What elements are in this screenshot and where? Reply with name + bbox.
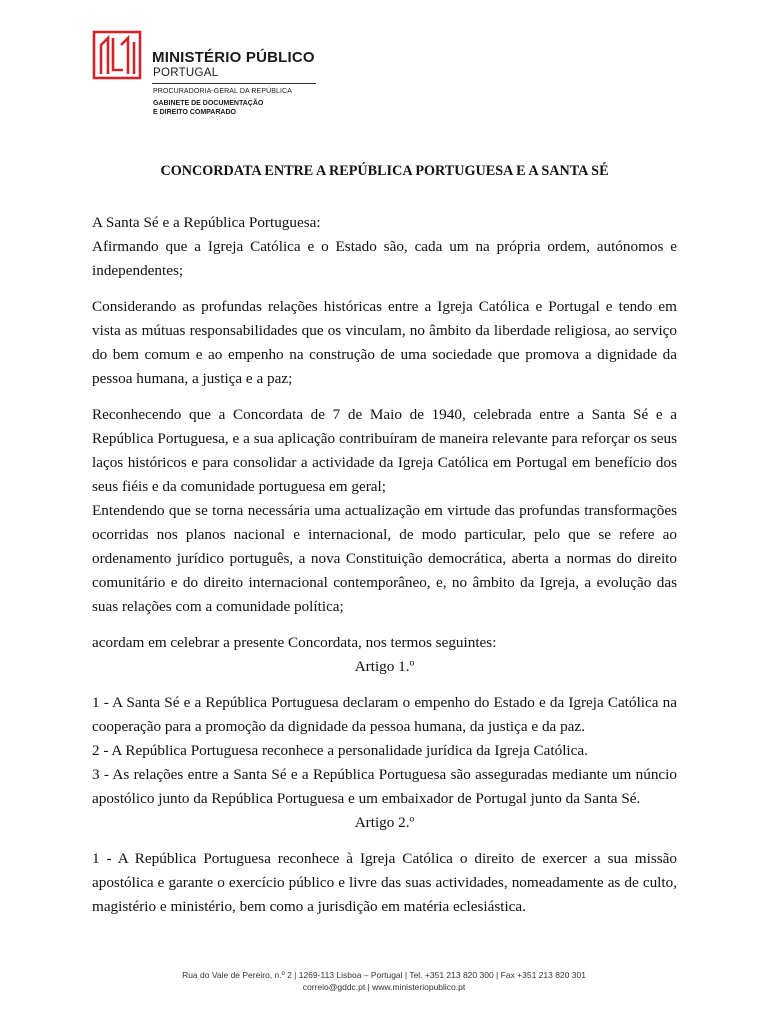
document-body [92,159,677,919]
org-country: PORTUGAL [153,67,219,79]
org-name: MINISTÉRIO PÚBLICO [152,49,315,66]
org-subtitle-1: PROCURADORIA-GERAL DA REPÚBLICA [153,88,292,95]
ministerio-publico-logo-icon [92,30,144,82]
org-subtitle-3: E DIREITO COMPARADO [153,109,236,116]
preamble-intro: A Santa Sé e a República Portuguesa: [92,214,321,231]
article-paragraph: 1 - A Santa Sé e a República Portuguesa declaram o empenho do Estado e da Igreja Católica na cooperação para a promoção da dignidade da pessoa humana, da justiça e da paz. [92,694,677,735]
preamble-paragraph: Reconhecendo que a Concordata de 7 de Maio de 1940, celebrada entre a Santa Sé e a República Portuguesa, e a sua aplicação contribuíram de maneira relevante para reforçar os seus laços históricos e para consolidar a actividade da Igreja Católica em Portugal em benefício dos seus fiéis e da comunidade portuguesa em geral; [92,406,677,495]
document-title: CONCORDATA ENTRE A REPÚBLICA PORTUGUESA E A SANTA SÉ [160,163,609,179]
article-paragraph: 3 - As relações entre a Santa Sé e a República Portuguesa são asseguradas mediante um núncio apostólico junto da República Portuguesa e um embaixador de Portugal junto da Santa Sé. [92,766,677,807]
article-heading: Artigo 2.º [354,814,415,831]
article-paragraph: 1 - A República Portuguesa reconhece à Igreja Católica o direito de exercer a sua missão apostólica e garante o exercício público e livre das suas actividades, nomeadamente as de culto, magistério e ministério, bem como a jurisdição em matéria eclesiástica. [92,850,677,915]
article-paragraph: 2 - A República Portuguesa reconhece a personalidade jurídica da Igreja Católica. [92,742,588,759]
footer-contact: correio@gddc.pt | www.ministeriopublico.pt [302,982,466,992]
letterhead [92,30,332,120]
preamble-paragraph: Afirmando que a Igreja Católica e o Estado são, cada um na própria ordem, autónomos e independentes; [92,238,677,279]
article-heading: Artigo 1.º [354,658,415,675]
preamble-paragraph: Considerando as profundas relações históricas entre a Igreja Católica e Portugal e tendo em vista as mútuas responsabilidades que os vinculam, no âmbito da liberdade religiosa, ao serviço do bem comum e ao empenho na construção de uma sociedade que promova a dignidade da pessoa humana, a justiça e a paz; [92,298,677,387]
preamble-paragraph: Entendendo que se torna necessária uma actualização em virtude das profundas transformações ocorridas nos planos nacional e internacional, de modo particular, pelo que se refere ao ordenamento jurídico português, a nova Constituição democrática, aberta a normas do direito comunitário e do direito internacional contemporâneo, e, no âmbito da Igreja, a evolução das suas relações com a comunidade política; [92,502,677,615]
preamble-closing: acordam em celebrar a presente Concordata, nos termos seguintes: [92,634,497,651]
org-subtitle-2: GABINETE DE DOCUMENTAÇÃO [153,100,264,107]
header-divider [152,83,316,84]
footer-address: Rua do Vale de Pereiro, n.º 2 | 1269-113 Lisboa – Portugal | Tel. +351 213 820 300 | Fax +351 213 820 301 [182,970,586,980]
